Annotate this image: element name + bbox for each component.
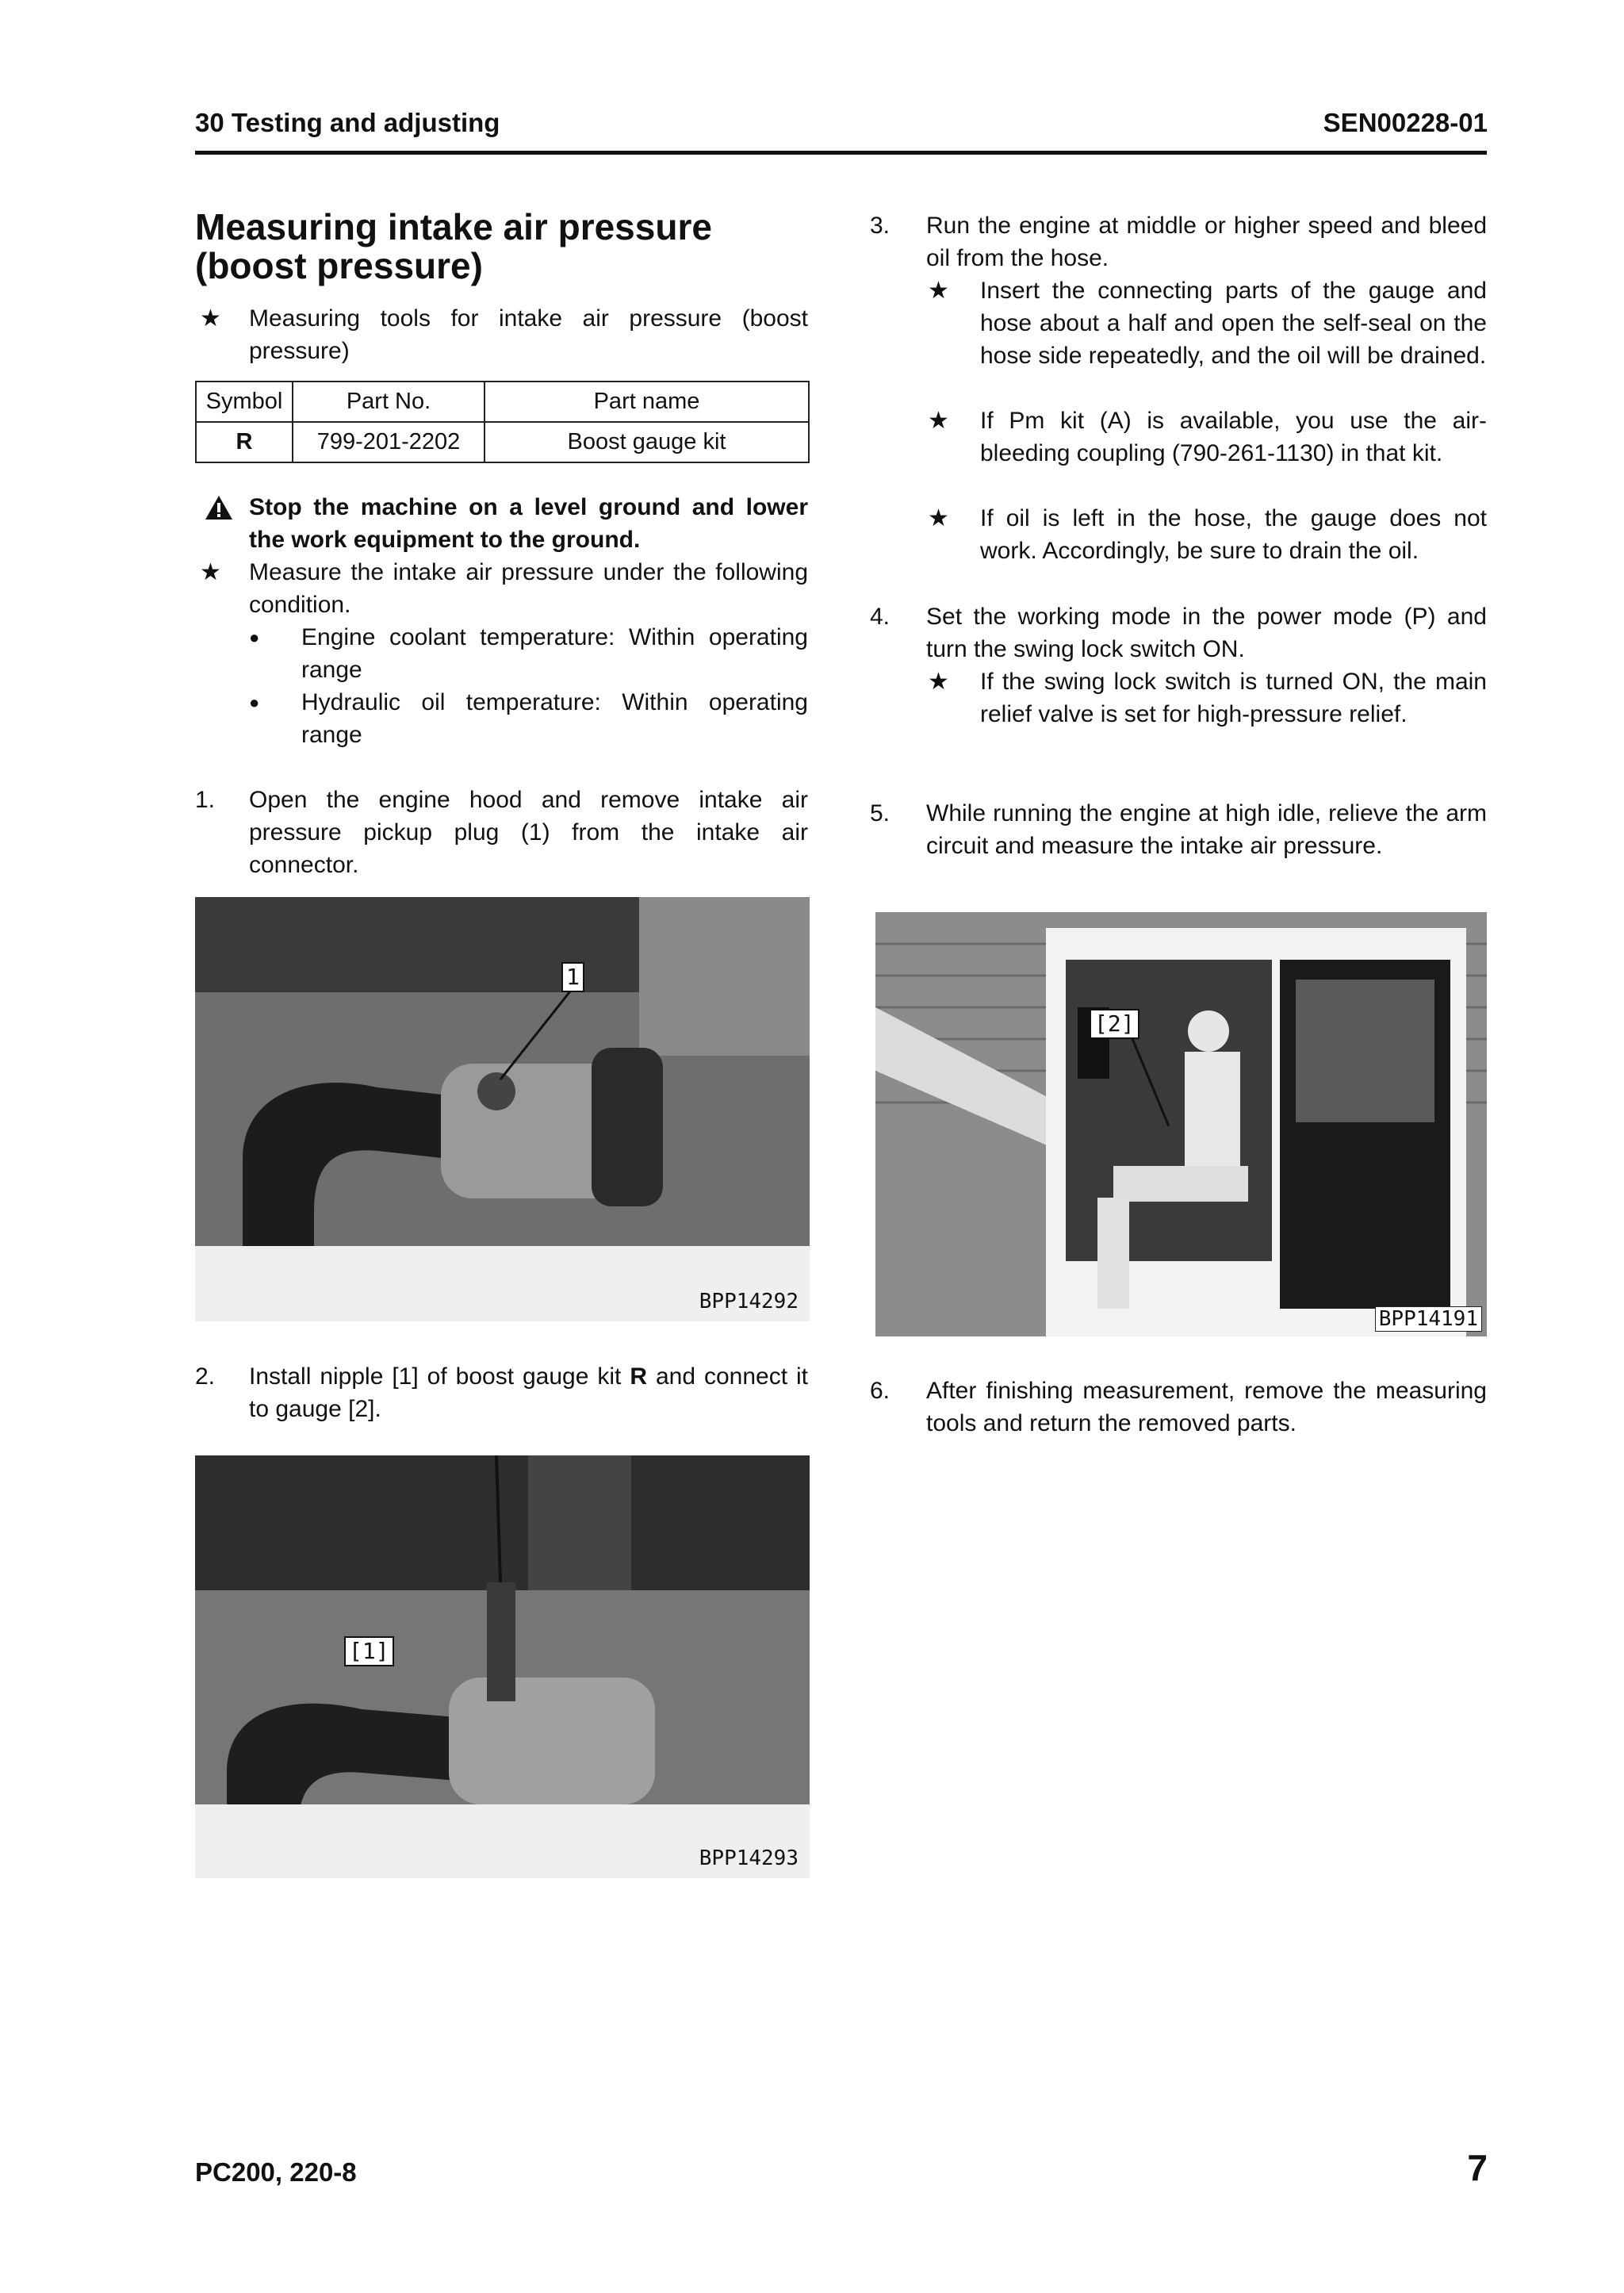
engine-photo-1 xyxy=(195,897,810,1321)
star-icon: ★ xyxy=(928,505,949,531)
warning-icon xyxy=(205,495,233,520)
step-number: 5. xyxy=(870,800,891,826)
step-6-text: After finishing measurement, remove the measuring tools and return the removed parts. xyxy=(926,1378,1487,1436)
step-number: 6. xyxy=(870,1378,891,1404)
step-3-note: If oil is left in the hose, the gauge does not work. Accordingly, be sure to drain the oil. xyxy=(980,505,1487,564)
table-header: Symbol xyxy=(196,382,293,422)
warning-text: Stop the machine on a level ground and lower the work equipment to the ground. xyxy=(249,494,808,553)
table-cell: R xyxy=(196,422,293,462)
step-4-note: If the swing lock switch is turned ON, the main relief valve is set for high-pressure relief. xyxy=(980,669,1487,727)
figure-code: BPP14191 xyxy=(1375,1306,1482,1332)
tools-note: Measuring tools for intake air pressure (boost pressure) xyxy=(249,305,808,364)
header-rule xyxy=(195,151,1487,155)
condition-item: Hydraulic oil temperature: Within operating range xyxy=(301,689,808,748)
step-3-text: Run the engine at middle or higher speed and bleed oil from the hose. xyxy=(926,213,1487,271)
callout-label: [1] xyxy=(344,1636,394,1666)
step-1-text: Open the engine hood and remove intake air pressure pickup plug (1) from the intake air connector. xyxy=(249,787,808,878)
step-number: 1. xyxy=(195,787,216,813)
cab-photo xyxy=(875,912,1487,1336)
tools-table xyxy=(195,381,810,463)
page-title: Measuring intake air pressure (boost pressure) xyxy=(195,206,712,286)
star-icon: ★ xyxy=(200,559,221,585)
star-icon: ★ xyxy=(928,278,949,304)
star-icon: ★ xyxy=(200,305,221,332)
bullet-icon: ● xyxy=(249,692,260,712)
model-name: PC200, 220-8 xyxy=(195,2157,357,2187)
table-cell: 799-201-2202 xyxy=(293,422,485,462)
figure-code: BPP14292 xyxy=(699,1290,799,1313)
bullet-icon: ● xyxy=(249,627,260,647)
table-header-row xyxy=(196,382,809,422)
step-number: 2. xyxy=(195,1363,216,1390)
step-5-text: While running the engine at high idle, relieve the arm circuit and measure the intake air pressure. xyxy=(926,800,1487,859)
cab-illustration xyxy=(875,912,1487,1336)
table-row xyxy=(196,422,809,462)
step-4-text: Set the working mode in the power mode (P) and turn the swing lock switch ON. xyxy=(926,604,1487,662)
callout-label: 1 xyxy=(561,962,584,992)
step-3-note: Insert the connecting parts of the gauge and hose about a half and open the self-seal on the hose side repeatedly, and the oil will be drained. xyxy=(980,278,1487,369)
engine-illustration xyxy=(195,1455,810,1878)
step-number: 4. xyxy=(870,604,891,630)
engine-photo-2 xyxy=(195,1455,810,1878)
condition-text: Measure the intake air pressure under the following condition. xyxy=(249,559,808,618)
page-number: 7 xyxy=(1467,2147,1488,2188)
callout-label: [2] xyxy=(1090,1009,1139,1039)
star-icon: ★ xyxy=(928,408,949,434)
condition-item: Engine coolant temperature: Within operating range xyxy=(301,624,808,683)
step-2-text: Install nipple [1] of boost gauge kit R and connect it to gauge [2]. xyxy=(249,1363,808,1422)
star-icon: ★ xyxy=(928,669,949,695)
table-header: Part name xyxy=(485,382,809,422)
figure-code: BPP14293 xyxy=(699,1846,799,1870)
table-header: Part No. xyxy=(293,382,485,422)
step-3-note: If Pm kit (A) is available, you use the air-bleeding coupling (790-261-1130) in that kit. xyxy=(980,408,1487,466)
document-code: SEN00228-01 xyxy=(1323,108,1488,137)
engine-illustration xyxy=(195,897,810,1321)
table-cell: Boost gauge kit xyxy=(485,422,809,462)
step-number: 3. xyxy=(870,213,891,239)
section-title: 30 Testing and adjusting xyxy=(195,108,500,137)
